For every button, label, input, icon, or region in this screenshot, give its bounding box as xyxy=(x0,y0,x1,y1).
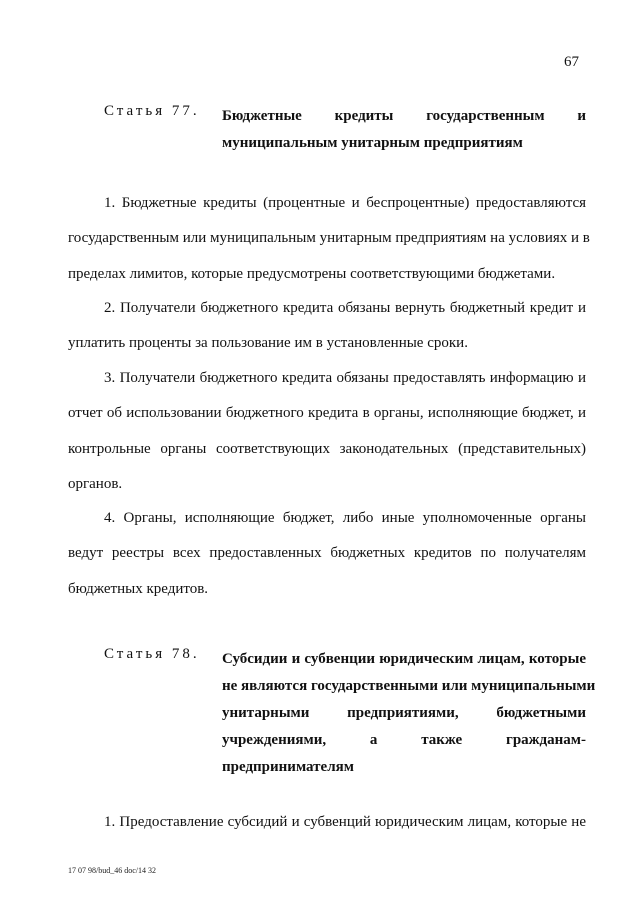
article-77-paragraph-4 xyxy=(68,501,586,607)
article-78-title-line-2: не являются государственными или муниципальными xyxy=(222,678,596,694)
text-line: органов. xyxy=(68,475,123,492)
article-78-title-line-4: учреждениями, а также гражданам- xyxy=(222,732,586,748)
article-78-paragraph-1 xyxy=(68,805,586,840)
article-77-paragraph-1 xyxy=(68,186,590,292)
text-line: пределах лимитов, которые предусмотрены соответствующими бюджетами. xyxy=(68,265,556,282)
text-line: 1. Бюджетные кредиты (процентные и беспроцентные) предоставляются xyxy=(104,195,586,211)
text-line: бюджетных кредитов. xyxy=(68,580,209,597)
text-line: 2. Получатели бюджетного кредита обязаны вернуть бюджетный кредит и xyxy=(104,300,586,316)
text-line: 4. Органы, исполняющие бюджет, либо иные уполномоченные органы xyxy=(104,510,586,526)
article-77-heading xyxy=(104,103,586,157)
article-77-title-line-2: муниципальным унитарным предприятиям xyxy=(222,135,523,151)
text-line: контрольные органы соответствующих законодательных (представительных) xyxy=(68,440,586,457)
document-footer: 17 07 98/bud_46 doc/14 32 xyxy=(68,866,156,875)
article-77-title-line-1: Бюджетные кредиты государственным и xyxy=(222,108,587,124)
text-line: отчет об использовании бюджетного кредита в органы, исполняющие бюджет, и xyxy=(68,405,586,422)
article-78-title-line-3: унитарными предприятиями, бюджетными xyxy=(222,705,587,721)
text-line: уплатить проценты за пользование им в установленные сроки. xyxy=(68,335,468,352)
text-line: государственным или муниципальным унитарным предприятиям на условиях и в xyxy=(68,230,590,247)
article-77-paragraph-2 xyxy=(68,291,586,362)
article-77-paragraph-3 xyxy=(68,361,586,502)
page-number: 67 xyxy=(564,54,579,70)
text-line: 3. Получатели бюджетного кредита обязаны предоставлять информацию и xyxy=(104,370,586,386)
article-78-heading xyxy=(104,646,596,781)
article-78-title-line-1: Субсидии и субвенции юридическим лицам, которые xyxy=(222,651,586,667)
article-77-title xyxy=(222,103,586,157)
article-78-label: Статья 78. xyxy=(104,646,200,662)
article-77-label: Статья 77. xyxy=(104,103,200,119)
article-78-title xyxy=(222,646,596,781)
text-line: 1. Предоставление субсидий и субвенций юридическим лицам, которые не xyxy=(104,814,586,830)
text-line: ведут реестры всех предоставленных бюджетных кредитов по получателям xyxy=(68,545,586,562)
article-78-title-line-5: предпринимателям xyxy=(222,759,354,775)
